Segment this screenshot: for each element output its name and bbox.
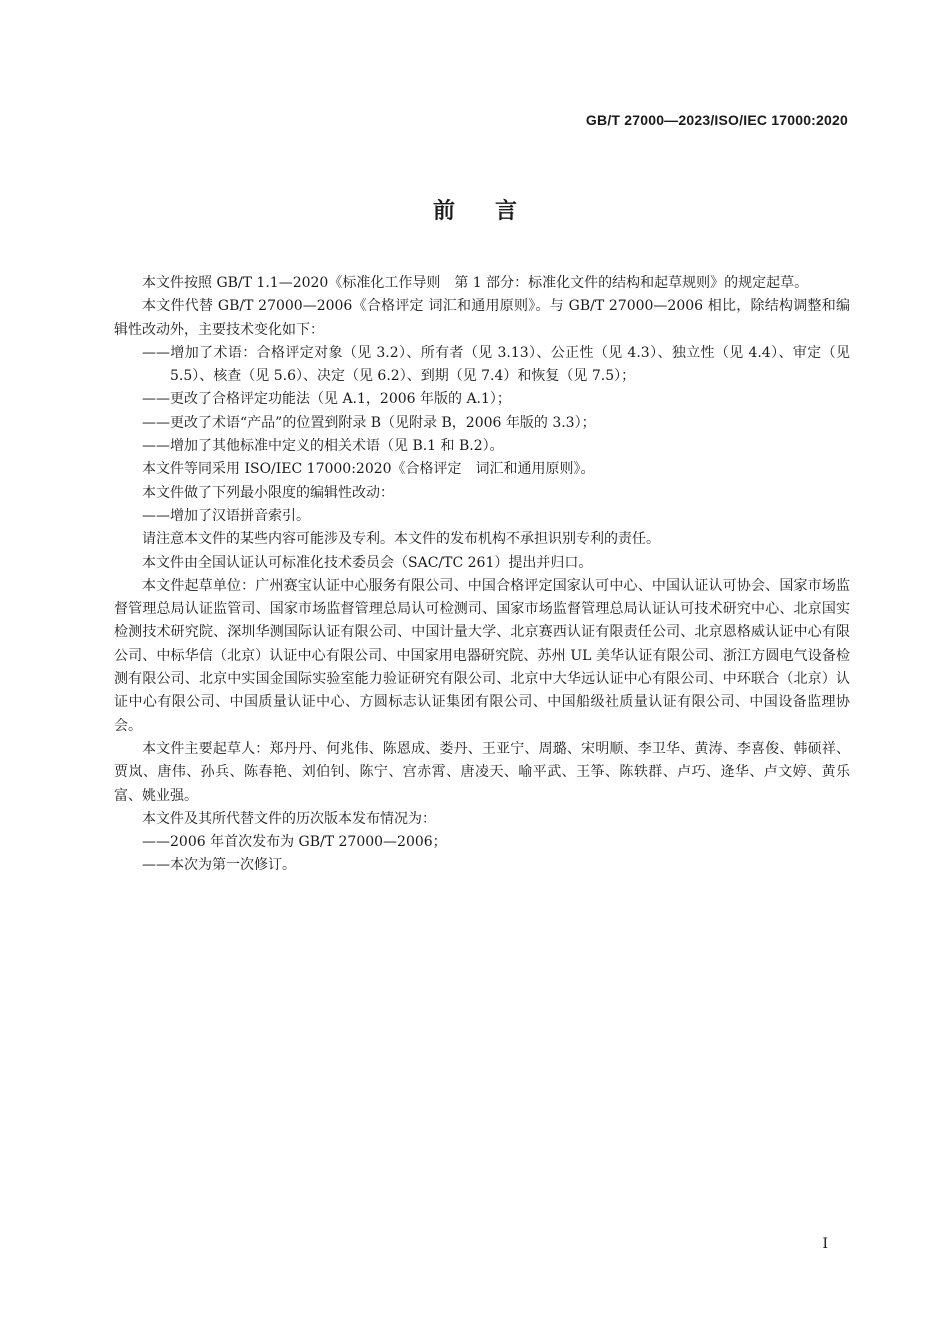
paragraph-replaces: 本文件代替 GB/T 27000—2006《合格评定 词汇和通用原则》。与 GB/T 27000—2006 相比，除结构调整和编辑性改动外，主要技术变化如下： bbox=[114, 298, 850, 338]
paragraph-identical-adoption: 本文件等同采用 ISO/IEC 17000:2020《合格评定 词汇和通用原则》。 bbox=[142, 461, 595, 478]
history-item-first-revision: ——本次为第一次修订。 bbox=[142, 857, 296, 874]
page-number: I bbox=[822, 1236, 828, 1252]
change-item-related-terms: ——增加了其他标准中定义的相关术语（见 B.1 和 B.2）。 bbox=[142, 438, 504, 455]
change-item-product-term: ——更改了术语“产品”的位置到附录 B（见附录 B，2006 年版的 3.3）； bbox=[142, 414, 596, 431]
page-title: 前言 bbox=[432, 199, 557, 224]
document-body bbox=[114, 272, 850, 878]
paragraph-editorial-changes: 本文件做了下列最小限度的编辑性改动： bbox=[142, 484, 394, 501]
document-id: GB/T 27000—2023/ISO/IEC 17000:2020 bbox=[585, 112, 848, 128]
change-item-functional-approach: ——更改了合格评定功能法（见 A.1，2006 年版的 A.1）； bbox=[142, 391, 511, 408]
change-item-new-terms: ——增加了术语：合格评定对象（见 3.2）、所有者（见 3.13）、公正性（见 4.3）、独立性（见 4.4）、审定（见 5.5）、核查（见 5.6）、决定（见 6.2）、到期（见 7.4）和恢复（见 7.5）； bbox=[142, 344, 850, 385]
paragraph-version-history: 本文件及其所代替文件的历次版本发布情况为： bbox=[142, 810, 436, 827]
editorial-item-pinyin-index: ——增加了汉语拼音索引。 bbox=[142, 507, 310, 524]
paragraph-drafting-organizations: 本文件起草单位：广州赛宝认证中心服务有限公司、中国合格评定国家认可中心、中国认证认可协会、国家市场监督管理总局认证监管司、国家市场监督管理总局认可检测司、国家市场监督管理总局认证认可技术研究中心、北京国实检测技术研究院、深圳华测国际认证有限公司、中国计量大学、北京赛西认证有限责任公司、北京恩格威认证中心有限公司、中标华信（北京）认证中心有限公司、中国家用电器研究院、苏州 UL 美华认证有限公司、浙江方圆电气设备检测有限公司、北京中实国金国际实验室能力验证研究有限公司、北京中大华远认证中心有限公司、中环联合（北京）认证中心有限公司、中国质量认证中心、方圆标志认证集团有限公司、中国船级社质量认证有限公司、中国设备监理协会。 bbox=[114, 577, 850, 734]
paragraph-main-drafters: 本文件主要起草人：郑丹丹、何兆伟、陈恩成、娄丹、王亚宁、周璐、宋明顺、李卫华、黄涛、李喜俊、韩硕祥、贾岚、唐伟、孙兵、陈春艳、刘伯钊、陈宁、宫赤霄、唐凌天、喻平武、王筝、陈轶群、卢巧、逄华、卢文婷、黄乐富、姚业强。 bbox=[114, 740, 850, 804]
paragraph-proposed-by: 本文件由全国认证认可标准化技术委员会（SAC/TC 261）提出并归口。 bbox=[142, 554, 593, 571]
history-item-first-edition: ——2006 年首次发布为 GB/T 27000—2006； bbox=[142, 834, 447, 851]
paragraph-patent-notice: 请注意本文件的某些内容可能涉及专利。本文件的发布机构不承担识别专利的责任。 bbox=[142, 531, 660, 548]
paragraph-drafting-rules: 本文件按照 GB/T 1.1—2020《标准化工作导则 第 1 部分：标准化文件的结构和起草规则》的规定起草。 bbox=[142, 275, 809, 291]
